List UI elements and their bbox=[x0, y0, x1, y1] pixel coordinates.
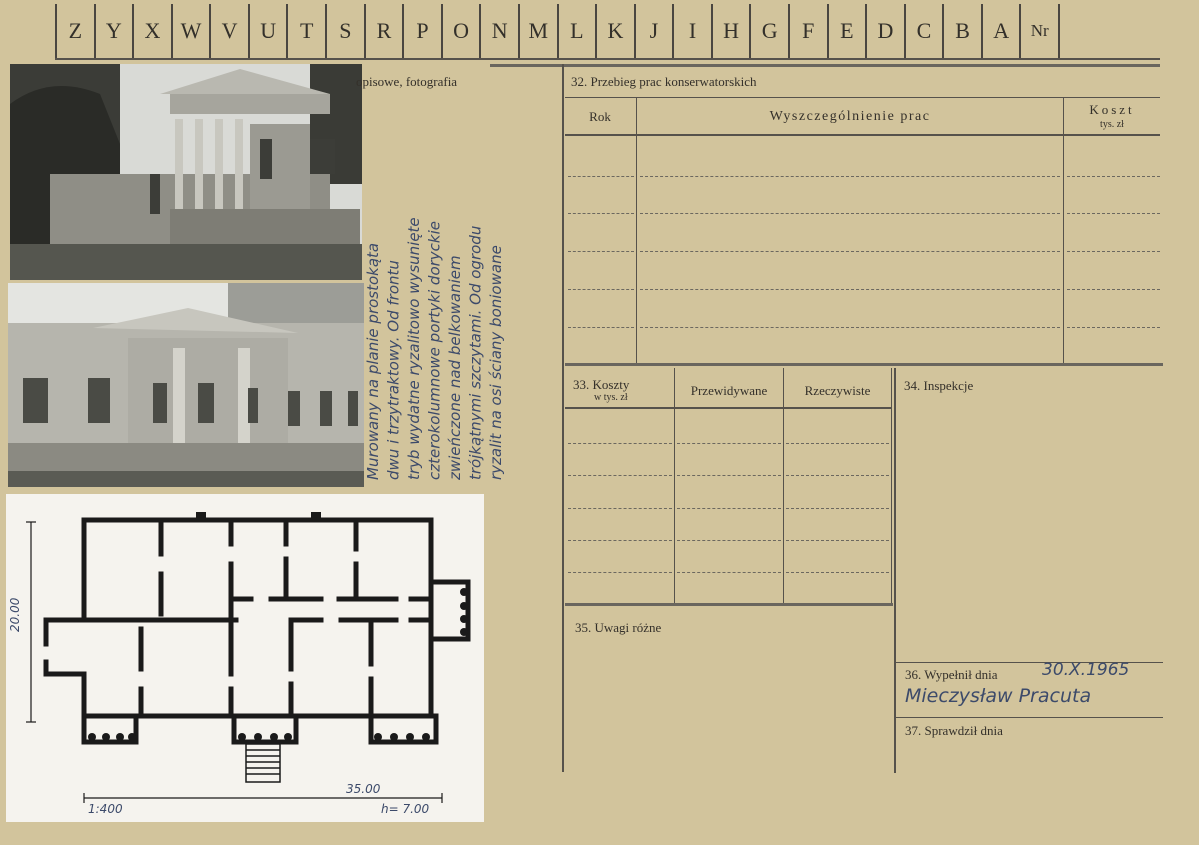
letter-index-k: K bbox=[595, 4, 634, 58]
floor-plan bbox=[6, 494, 484, 822]
s32-row-line bbox=[640, 251, 1060, 252]
s37-top bbox=[896, 717, 1163, 718]
letter-index-f: F bbox=[788, 4, 827, 58]
letter-index-w: W bbox=[171, 4, 210, 58]
letter-index-u: U bbox=[248, 4, 287, 58]
s32-col-divider-2 bbox=[1063, 98, 1064, 363]
section36-signature: Mieczysław Pracuta bbox=[905, 685, 1092, 707]
letter-index-l: L bbox=[557, 4, 596, 58]
s33-col-przewidywane: Przewidywane bbox=[690, 383, 768, 398]
letter-index-j: J bbox=[634, 4, 673, 58]
s33-row-line bbox=[677, 508, 781, 509]
s32-header-top bbox=[565, 97, 1160, 98]
s33-row-line bbox=[677, 540, 781, 541]
section33-title: 33. Koszty bbox=[573, 377, 630, 392]
section34-title: 34. Inspekcje bbox=[904, 378, 974, 393]
s32-row-line bbox=[1067, 251, 1160, 252]
s33-row-line bbox=[786, 475, 889, 476]
handwritten-line: Murowany na planie prostokąta bbox=[364, 242, 382, 480]
letter-index-r: R bbox=[364, 4, 403, 58]
s32-row-line bbox=[1067, 327, 1160, 328]
section-opisowe-label: opisowe, fotografia bbox=[356, 74, 458, 89]
plan-height-label: 20.00 bbox=[8, 597, 22, 632]
s33-bottom bbox=[565, 603, 893, 606]
letter-index-y: Y bbox=[94, 4, 133, 58]
handwritten-line: tryb wydatne ryzalitowo wysunięte bbox=[405, 217, 423, 480]
s32-row-line bbox=[640, 289, 1060, 290]
handwritten-line: ryzalit na osi ściany boniowane bbox=[487, 245, 505, 480]
photo-side-facade bbox=[8, 283, 364, 487]
s32-col-divider-1 bbox=[636, 98, 637, 363]
letter-index-a: A bbox=[981, 4, 1020, 58]
letter-index-s: S bbox=[325, 4, 364, 58]
s33-col-rzeczywiste: Rzeczywiste bbox=[804, 383, 871, 398]
handwritten-note-svg bbox=[364, 85, 514, 485]
s33-row-line bbox=[786, 572, 889, 573]
handwritten-line: czterokolumnowe portyki doryckie bbox=[425, 221, 444, 480]
s33-row-line bbox=[677, 443, 781, 444]
letter-index-g: G bbox=[749, 4, 788, 58]
letter-index-o: O bbox=[441, 4, 480, 58]
plan-scale-label: 1:400 bbox=[88, 802, 123, 816]
letter-index-p: P bbox=[402, 4, 441, 58]
letter-index-h: H bbox=[711, 4, 750, 58]
section36-title: 36. Wypełnił dnia bbox=[905, 667, 998, 682]
s33-col-divider-2 bbox=[783, 368, 784, 604]
s33-row-line bbox=[568, 572, 672, 573]
section33-unit: w tys. zł bbox=[594, 392, 628, 403]
photo-front-facade bbox=[10, 64, 362, 280]
strip-bottom-rule bbox=[55, 58, 1160, 60]
s32-row-line bbox=[640, 327, 1060, 328]
letter-index-nr: Nr bbox=[1019, 4, 1060, 58]
s32-header-bottom bbox=[565, 134, 1160, 136]
s33-row-line bbox=[786, 508, 889, 509]
s32-row-line bbox=[640, 213, 1060, 214]
letter-index-t: T bbox=[286, 4, 325, 58]
letter-index-m: M bbox=[518, 4, 557, 58]
letter-index-c: C bbox=[904, 4, 943, 58]
handwritten-line: dwu i trzytraktowy. Od frontu bbox=[384, 260, 403, 480]
s33-col-divider-1 bbox=[674, 368, 675, 604]
s33-header-bottom bbox=[565, 407, 892, 409]
section35-title: 35. Uwagi różne bbox=[575, 620, 662, 635]
s32-bottom bbox=[565, 363, 1163, 366]
s32-row-line bbox=[640, 176, 1060, 177]
s32-row-line bbox=[1067, 176, 1160, 177]
section32-title: 32. Przebieg prac konserwatorskich bbox=[571, 74, 757, 89]
s33-col-divider-3 bbox=[891, 368, 892, 604]
s32-row-line bbox=[568, 176, 634, 177]
letter-index-e: E bbox=[827, 4, 866, 58]
section36-date: 30.X.1965 bbox=[1042, 660, 1130, 680]
handwritten-description bbox=[364, 85, 514, 485]
s32-col-koszt: Koszt bbox=[1089, 102, 1135, 117]
letter-index-i: I bbox=[672, 4, 711, 58]
s33-row-line bbox=[568, 475, 672, 476]
plan-h-label: h= 7.00 bbox=[381, 802, 430, 816]
s33-row-line bbox=[786, 540, 889, 541]
s33-row-line bbox=[677, 475, 781, 476]
plan-width-label: 35.00 bbox=[346, 782, 381, 796]
s33-row-line bbox=[677, 572, 781, 573]
s32-col-rok: Rok bbox=[589, 109, 611, 124]
s32-row-line bbox=[1067, 289, 1160, 290]
form-left-border bbox=[562, 64, 564, 772]
letter-index-n: N bbox=[479, 4, 518, 58]
section37-title: 37. Sprawdził dnia bbox=[905, 723, 1003, 738]
letter-index-strip bbox=[55, 4, 1060, 58]
s32-col-prace: Wyszczególnienie prac bbox=[769, 109, 931, 124]
s32-col-koszt-unit: tys. zł bbox=[1100, 119, 1124, 130]
s33-row-line bbox=[568, 540, 672, 541]
letter-index-x: X bbox=[132, 4, 171, 58]
handwritten-line: trójkątnymi szczytami. Od ogrodu bbox=[466, 225, 485, 480]
s32-row-line bbox=[1067, 213, 1160, 214]
s32-row-line bbox=[568, 289, 634, 290]
s33-row-line bbox=[568, 508, 672, 509]
letter-index-v: V bbox=[209, 4, 248, 58]
letter-index-d: D bbox=[865, 4, 904, 58]
s32-row-line bbox=[568, 251, 634, 252]
handwritten-line: zwieńczone nad belkowaniem bbox=[446, 255, 464, 480]
s33-row-line bbox=[786, 443, 889, 444]
s33-row-line bbox=[568, 443, 672, 444]
letter-index-b: B bbox=[942, 4, 981, 58]
letter-index-z: Z bbox=[55, 4, 94, 58]
s32-row-line bbox=[568, 213, 634, 214]
s34-left-border bbox=[894, 368, 896, 773]
top-form-rule bbox=[490, 64, 1160, 67]
s32-row-line bbox=[568, 327, 634, 328]
